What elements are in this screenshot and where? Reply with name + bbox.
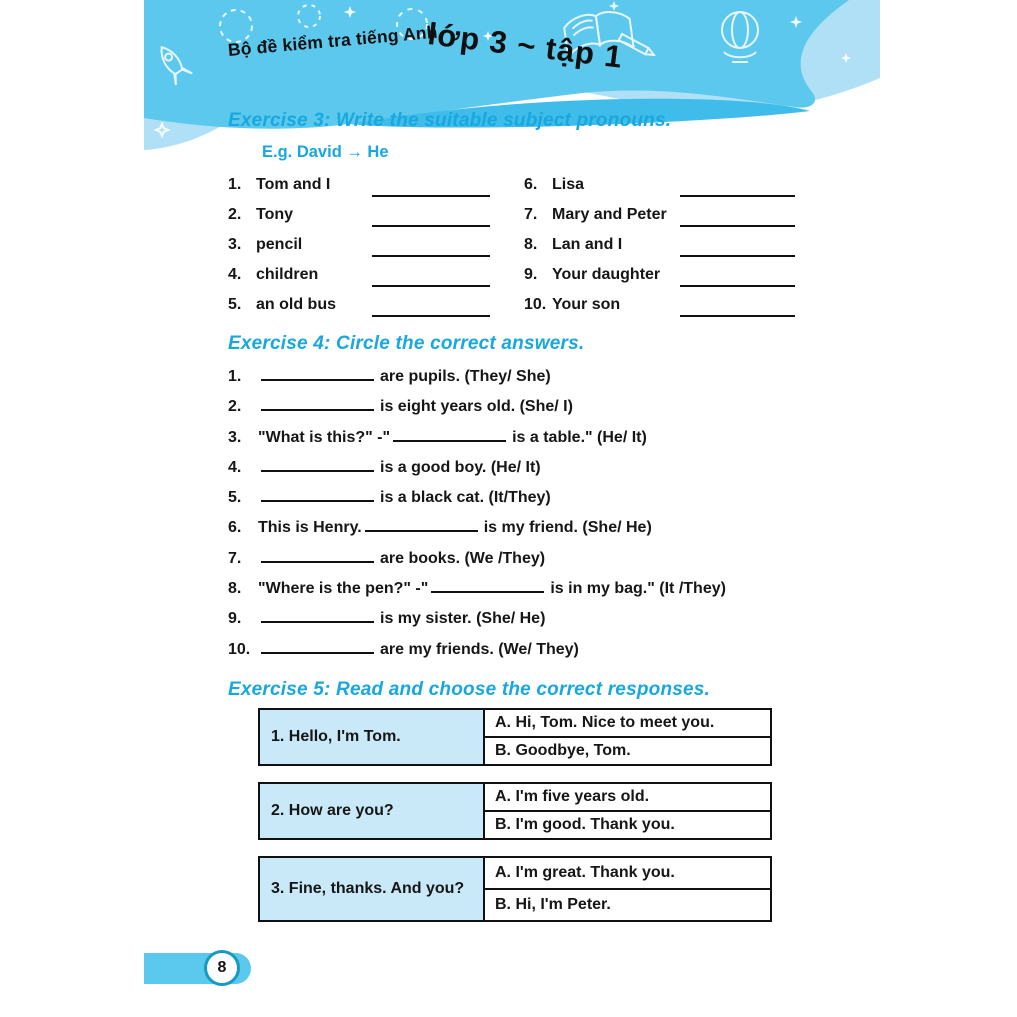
answer-blank[interactable] xyxy=(261,479,374,502)
page-number: 8 xyxy=(217,959,227,976)
item-number: 2. xyxy=(228,398,242,416)
item-pre-text: "What is this?" -" xyxy=(258,428,391,446)
item-number: 7. xyxy=(228,549,242,567)
answer-blank[interactable] xyxy=(680,294,795,317)
item-label: Your daughter xyxy=(552,266,661,283)
exercise5-title: Exercise 5: Read and choose the correct responses. xyxy=(228,679,711,700)
item-number: 8. xyxy=(524,236,538,253)
item-label: Mary and Peter xyxy=(552,206,667,223)
item-number: 10. xyxy=(228,640,251,658)
option-b[interactable]: B. Goodbye, Tom. xyxy=(495,742,631,759)
question-cell xyxy=(260,784,485,838)
item-post-text: are my friends. (We/ They) xyxy=(380,640,579,658)
answer-blank[interactable] xyxy=(261,600,374,623)
book-page xyxy=(144,0,880,1017)
item-label: Tom and I xyxy=(256,176,331,193)
option-a[interactable]: A. I'm five years old. xyxy=(485,784,770,812)
ex3-row-1 xyxy=(228,170,828,200)
option-a[interactable]: A. I'm great. Thank you. xyxy=(485,858,770,890)
exercise3-title: Exercise 3: Write the suitable subject pronouns. xyxy=(228,110,672,131)
item-post-text: are pupils. (They/ She) xyxy=(380,368,551,385)
item-number: 5. xyxy=(228,296,242,313)
item-number: 1. xyxy=(228,176,242,193)
answer-blank[interactable] xyxy=(372,264,490,287)
answer-blank[interactable] xyxy=(261,388,374,411)
ex4-item-6 xyxy=(228,509,868,539)
exercise4-title: Exercise 4: Circle the correct answers. xyxy=(228,333,585,354)
answer-blank[interactable] xyxy=(393,419,506,442)
ex4-item-4 xyxy=(228,449,868,479)
answer-blank[interactable] xyxy=(372,174,490,197)
item-number: 3. xyxy=(228,236,242,253)
response-table-2 xyxy=(258,782,772,840)
ex4-item-9 xyxy=(228,600,868,630)
item-label: an old bus xyxy=(256,296,336,313)
item-number: 6. xyxy=(524,176,538,193)
answer-blank[interactable] xyxy=(365,509,478,532)
item-number: 9. xyxy=(228,610,242,628)
options-column xyxy=(485,710,770,764)
item-post-text: is a table." (He/ It) xyxy=(512,428,647,446)
item-number: 4. xyxy=(228,458,242,476)
item-pre-text: This is Henry. xyxy=(258,519,362,537)
answer-blank[interactable] xyxy=(680,204,795,227)
answer-blank[interactable] xyxy=(680,234,795,257)
answer-blank[interactable] xyxy=(372,294,490,317)
exercise5-tables xyxy=(258,708,772,938)
page-number-badge xyxy=(204,950,240,986)
question-cell xyxy=(260,710,485,764)
answer-blank[interactable] xyxy=(372,234,490,257)
item-post-text: is my sister. (She/ He) xyxy=(380,610,546,628)
ex4-item-8 xyxy=(228,570,868,600)
item-label: Tony xyxy=(256,206,294,223)
item-post-text: is a good boy. (He/ It) xyxy=(380,458,541,476)
item-number: 10. xyxy=(524,296,547,313)
answer-blank[interactable] xyxy=(431,570,544,593)
exercise3-example: E.g. David → He xyxy=(262,143,389,161)
ex4-item-1 xyxy=(228,358,868,388)
ex3-row-2 xyxy=(228,200,828,230)
option-a[interactable]: A. Hi, Tom. Nice to meet you. xyxy=(485,710,770,738)
item-post-text: are books. (We /They) xyxy=(380,549,546,567)
item-number: 4. xyxy=(228,266,242,283)
ex3-row-4 xyxy=(228,260,828,290)
answer-blank[interactable] xyxy=(261,449,374,472)
ex4-item-3 xyxy=(228,419,868,449)
item-label: Lisa xyxy=(552,176,585,193)
series-title: Bộ đề kiểm tra tiếng Anh xyxy=(227,21,439,60)
options-column xyxy=(485,784,770,838)
question-cell xyxy=(260,858,485,920)
item-number: 7. xyxy=(524,206,538,223)
exercise4-list xyxy=(228,358,868,661)
item-label: Your son xyxy=(552,296,621,313)
answer-blank[interactable] xyxy=(680,264,795,287)
item-number: 1. xyxy=(228,368,242,385)
question-text: 1. Hello, I'm Tom. xyxy=(271,728,401,745)
item-number: 9. xyxy=(524,266,538,283)
item-label: Lan and I xyxy=(552,236,623,253)
ex3-row-5 xyxy=(228,290,828,320)
answer-blank[interactable] xyxy=(261,540,374,563)
ex4-item-10 xyxy=(228,631,868,661)
item-post-text: is a black cat. (It/They) xyxy=(380,489,551,507)
answer-blank[interactable] xyxy=(261,358,374,381)
book-title: lớp 3 ~ tập 1 xyxy=(425,16,625,75)
option-b[interactable]: B. Hi, I'm Peter. xyxy=(495,896,611,913)
item-number: 8. xyxy=(228,580,242,598)
answer-blank[interactable] xyxy=(680,174,795,197)
question-text: 2. How are you? xyxy=(271,802,394,819)
item-post-text: is eight years old. (She/ I) xyxy=(380,398,573,416)
ex4-item-7 xyxy=(228,540,868,570)
item-post-text: is my friend. (She/ He) xyxy=(483,519,652,537)
option-b[interactable]: B. I'm good. Thank you. xyxy=(495,816,675,833)
item-number: 2. xyxy=(228,206,242,223)
response-table-1 xyxy=(258,708,772,766)
item-label: children xyxy=(256,266,319,283)
ex4-item-2 xyxy=(228,388,868,418)
options-column xyxy=(485,858,770,920)
ex4-item-5 xyxy=(228,479,868,509)
item-number: 5. xyxy=(228,489,242,507)
answer-blank[interactable] xyxy=(261,631,374,654)
answer-blank[interactable] xyxy=(372,204,490,227)
item-label: pencil xyxy=(256,236,303,253)
response-table-3 xyxy=(258,856,772,922)
exercise3-list xyxy=(228,170,828,320)
question-text: 3. Fine, thanks. And you? xyxy=(271,880,465,897)
item-number: 3. xyxy=(228,428,242,446)
item-number: 6. xyxy=(228,519,242,537)
item-post-text: is in my bag." (It /They) xyxy=(550,580,726,598)
item-pre-text: "Where is the pen?" -" xyxy=(258,580,429,598)
ex3-row-3 xyxy=(228,230,828,260)
